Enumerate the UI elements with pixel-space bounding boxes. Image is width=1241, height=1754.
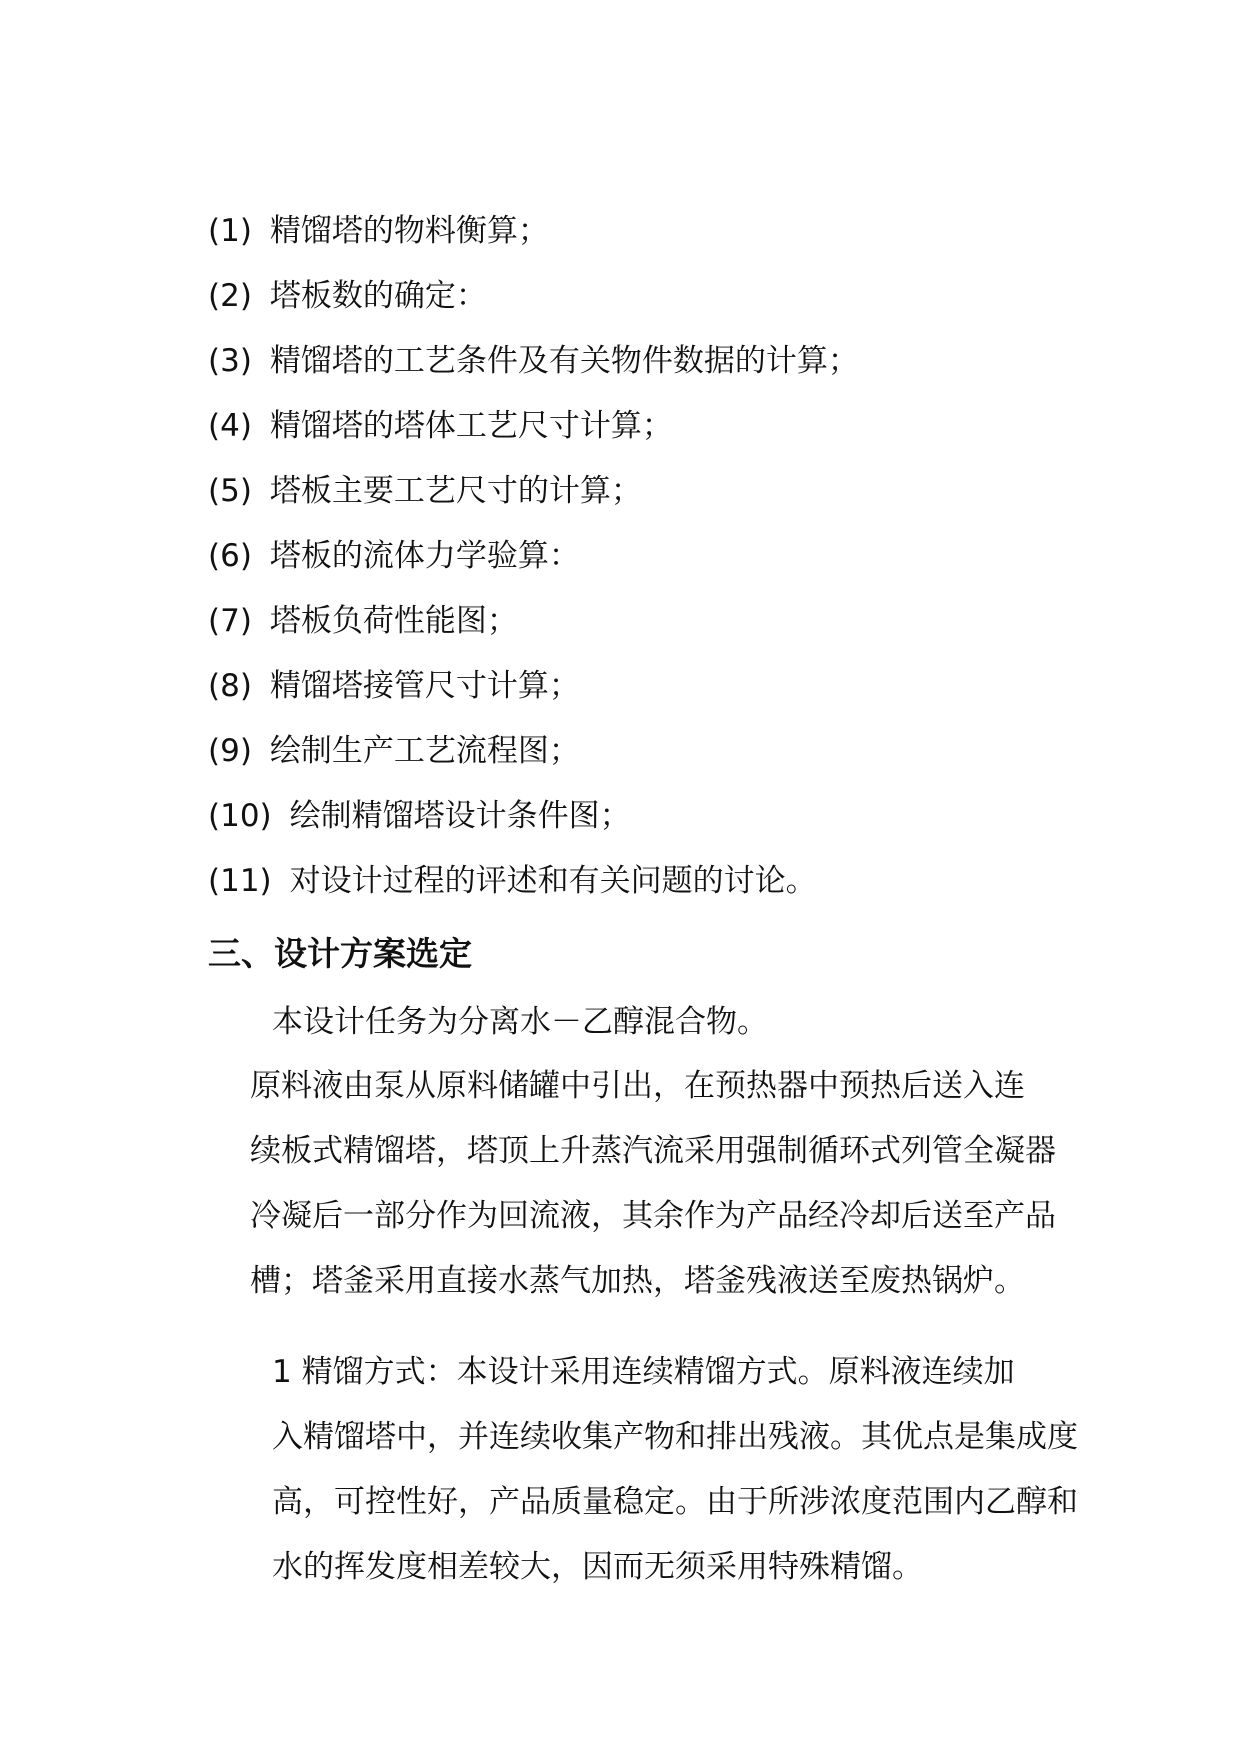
paragraph-line: 原料液由泵从原料储罐中引出，在预热器中预热后送入连 — [250, 1068, 1025, 1104]
list-item-number: (2) — [208, 278, 252, 314]
paragraph-line: 冷凝后一部分作为回流液，其余作为产品经冷却后送至产品 — [250, 1198, 1056, 1234]
list-item — [208, 465, 1108, 530]
list-item-text: 塔板负荷性能图； — [269, 603, 518, 639]
list-item — [208, 855, 1108, 920]
list-item-number: (11) — [208, 863, 272, 899]
list-item-number: (8) — [208, 668, 252, 704]
list-item-text: 塔板的流体力学验算： — [269, 538, 580, 574]
list-item — [208, 400, 1108, 465]
list-item — [208, 335, 1108, 400]
intro-paragraph: 本设计任务为分离水－乙醇混合物。 — [272, 1004, 768, 1040]
paragraph-line: 水的挥发度相差较大，因而无须采用特殊精馏。 — [272, 1549, 923, 1585]
list-item — [208, 725, 1108, 790]
list-item — [208, 790, 1108, 855]
list-item — [208, 270, 1108, 335]
paragraph-line: 续板式精馏塔，塔顶上升蒸汽流采用强制循环式列管全凝器 — [250, 1133, 1056, 1169]
list-item-text: 精馏塔接管尺寸计算； — [269, 668, 580, 704]
process-flow-paragraph — [208, 1054, 1088, 1314]
list-item-text: 绘制精馏塔设计条件图； — [289, 798, 631, 834]
list-item — [208, 205, 1108, 270]
paragraph-line: 槽；塔釜采用直接水蒸气加热，塔釜残液送至废热锅炉。 — [250, 1263, 1025, 1299]
paragraph-line: 入精馏塔中，并连续收集产物和排出残液。其优点是集成度 — [272, 1419, 1078, 1455]
list-item-text: 塔板数的确定： — [269, 278, 487, 314]
list-item-text: 精馏塔的塔体工艺尺寸计算； — [269, 408, 673, 444]
list-item-text: 绘制生产工艺流程图； — [269, 733, 580, 769]
paragraph-line: 1 精馏方式：本设计采用连续精馏方式。原料液连续加 — [272, 1354, 1015, 1390]
list-item-number: (3) — [208, 343, 252, 379]
list-item-number: (5) — [208, 473, 252, 509]
list-item-text: 精馏塔的工艺条件及有关物件数据的计算； — [269, 343, 859, 379]
list-item-number: (10) — [208, 798, 272, 834]
list-item-number: (6) — [208, 538, 252, 574]
list-item-number: (7) — [208, 603, 252, 639]
list-item-number: (4) — [208, 408, 252, 444]
list-item — [208, 660, 1108, 725]
paragraph-line: 高，可控性好，产品质量稳定。由于所涉浓度范围内乙醇和 — [272, 1484, 1078, 1520]
list-item-text: 精馏塔的物料衡算； — [269, 213, 549, 249]
section-heading: 三、设计方案选定 — [208, 934, 472, 973]
design-task-list — [208, 205, 1108, 920]
distillation-method-paragraph — [208, 1340, 1088, 1600]
list-item-number: (1) — [208, 213, 252, 249]
list-item — [208, 530, 1108, 595]
list-item-number: (9) — [208, 733, 252, 769]
list-item — [208, 595, 1108, 660]
list-item-text: 塔板主要工艺尺寸的计算； — [269, 473, 642, 509]
list-item-text: 对设计过程的评述和有关问题的讨论。 — [289, 863, 817, 899]
